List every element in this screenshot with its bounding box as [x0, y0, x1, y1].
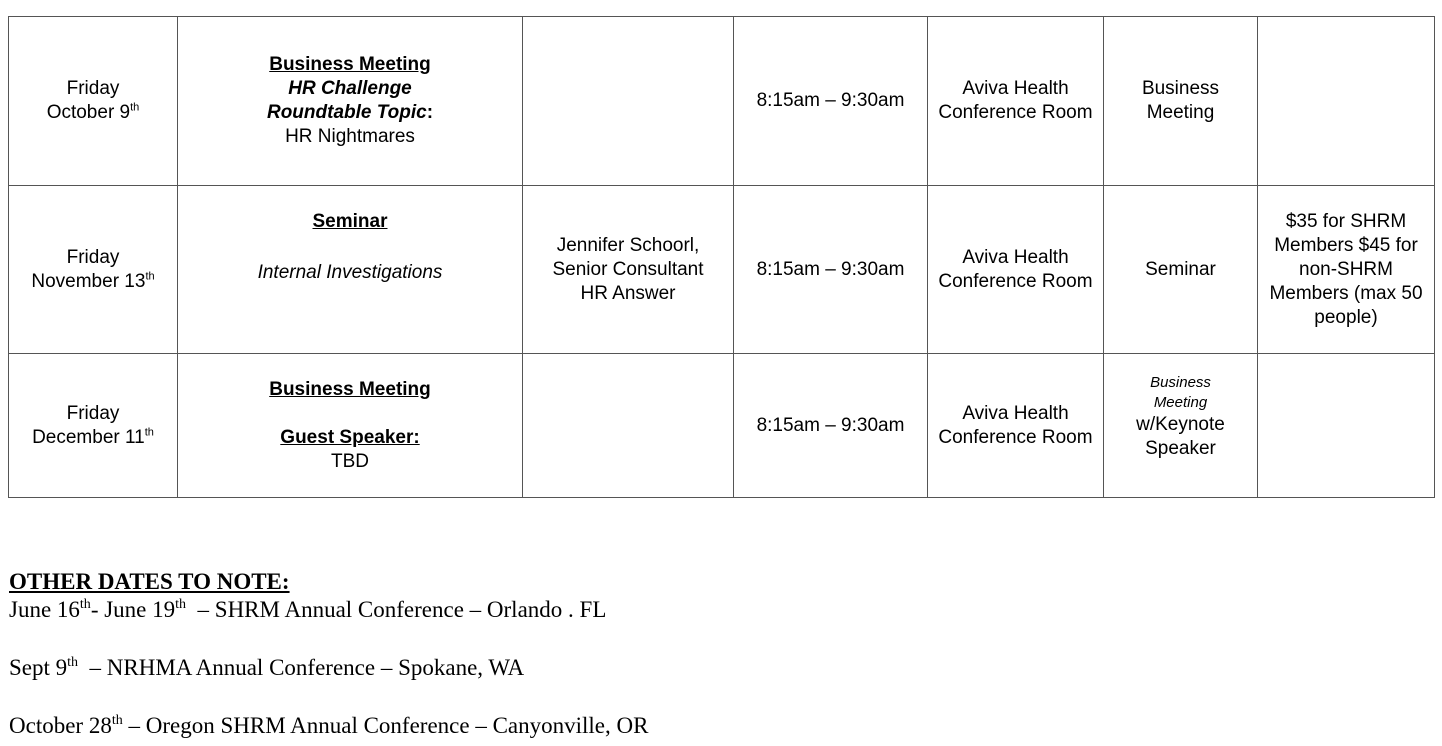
- category-cell: Seminar: [1104, 186, 1258, 354]
- day-label: Friday: [66, 246, 120, 268]
- event-topic: HR Nightmares: [285, 126, 415, 147]
- cost-cell: [1258, 354, 1435, 498]
- topic-label-line: Roundtable Topic:: [266, 102, 434, 123]
- speaker-label: Guest Speaker:: [280, 426, 420, 448]
- event-type: Seminar: [312, 211, 388, 232]
- time-cell: 8:15am – 9:30am: [734, 17, 928, 186]
- presenter-cell: [523, 354, 734, 498]
- date-cell: [9, 186, 178, 354]
- presenter-title: Senior Consultant: [552, 258, 704, 280]
- event-cell: [178, 186, 523, 354]
- time-cell: 8:15am – 9:30am: [734, 186, 928, 354]
- event-subtitle: HR Challenge: [288, 78, 412, 99]
- presenter-cell: [523, 186, 734, 354]
- location-cell: Aviva Health Conference Room: [928, 354, 1104, 498]
- cost-cell: $35 for SHRM Members $45 for non-SHRM Members (max 50 people): [1258, 186, 1435, 354]
- events-table: [8, 16, 1435, 498]
- category-main: w/Keynote Speaker: [1136, 414, 1225, 459]
- event-topic: Internal Investigations: [257, 262, 443, 283]
- other-dates-heading: OTHER DATES TO NOTE:: [9, 569, 290, 594]
- date-label: October 9th: [46, 101, 140, 123]
- table-row: [9, 186, 1435, 354]
- other-date-item: Sept 9th – NRHMA Annual Conference – Spokane, WA: [9, 655, 525, 680]
- event-cell: [178, 17, 523, 186]
- location-cell: Aviva Health Conference Room: [928, 17, 1104, 186]
- cost-cell: [1258, 17, 1435, 186]
- category-small-2: Meeting: [1153, 394, 1208, 411]
- presenter-cell: [523, 17, 734, 186]
- category-cell: Business Meeting: [1104, 17, 1258, 186]
- other-date-item: October 28th – Oregon SHRM Annual Conference – Canyonville, OR: [9, 713, 649, 738]
- date-label: December 11th: [32, 426, 154, 448]
- date-cell: [9, 354, 178, 498]
- event-cell: [178, 354, 523, 498]
- speaker-name: TBD: [331, 450, 369, 472]
- table-row: [9, 17, 1435, 186]
- other-dates-section: [9, 568, 648, 740]
- presenter-name: Jennifer Schoorl,: [556, 234, 700, 256]
- day-label: Friday: [66, 78, 120, 99]
- event-type: Business Meeting: [269, 54, 431, 75]
- time-cell: 8:15am – 9:30am: [734, 354, 928, 498]
- category-small-1: Business: [1150, 374, 1211, 391]
- presenter-company: HR Answer: [580, 282, 676, 304]
- event-type: Business Meeting: [269, 378, 431, 400]
- category-cell: [1104, 354, 1258, 498]
- date-label: November 13th: [31, 270, 155, 292]
- table-row: [9, 354, 1435, 498]
- location-cell: Aviva Health Conference Room: [928, 186, 1104, 354]
- day-label: Friday: [66, 402, 120, 424]
- other-date-item: June 16th- June 19th – SHRM Annual Conference – Orlando . FL: [9, 597, 607, 622]
- date-cell: [9, 17, 178, 186]
